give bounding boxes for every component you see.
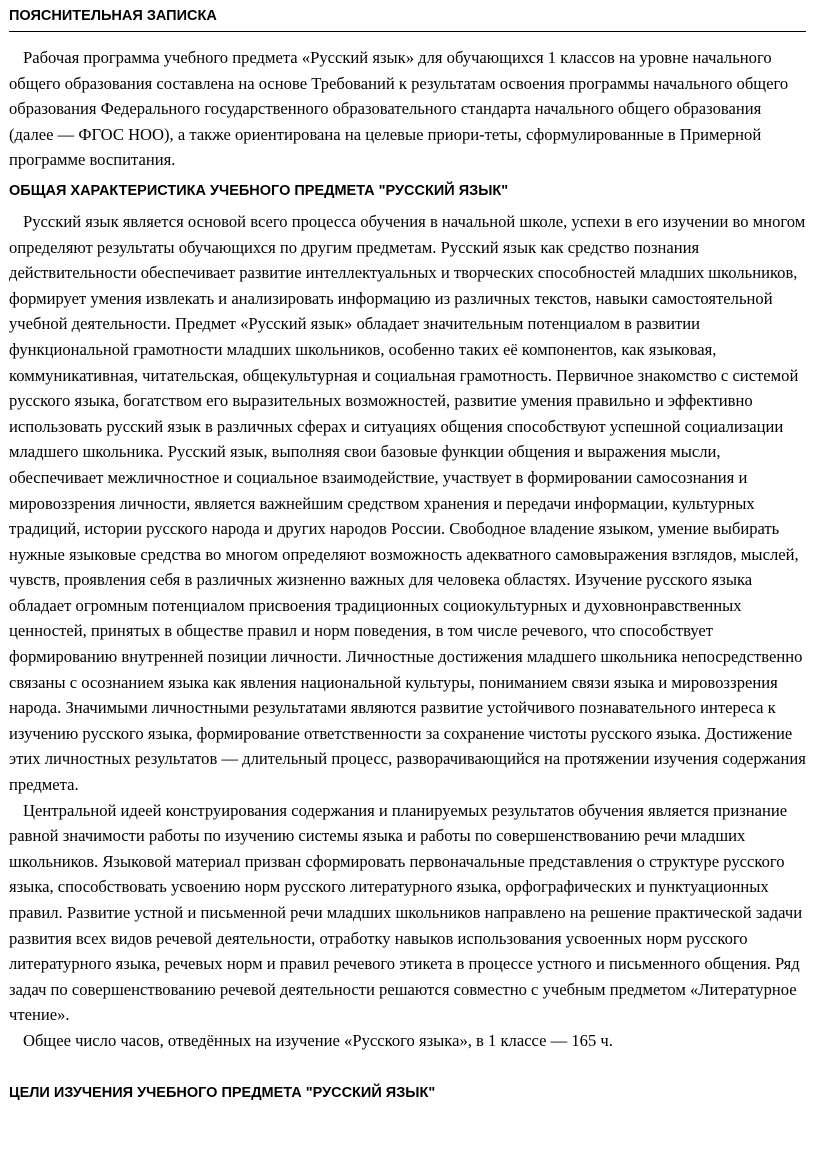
intro-paragraph: Рабочая программа учебного предмета «Русский язык» для обучающихся 1 классов на уровне начального общего образования составлена на основе Требований к результатам освоения программы начального общего образования Федерального государственного образовательного стандарта начального общего образования (далее — ФГОС НОО), а также ориентирована на целевые приори-теты, сформулированные в Примерной программе воспитания.	[9, 48, 789, 170]
page-title: ПОЯСНИТЕЛЬНАЯ ЗАПИСКА	[9, 6, 806, 32]
section-heading-general: ОБЩАЯ ХАРАКТЕРИСТИКА УЧЕБНОГО ПРЕДМЕТА "РУССКИЙ ЯЗЫК"	[9, 182, 509, 199]
paragraph-total-hours: Общее число часов, отведённых на изучение «Русского языка», в 1 классе — 165 ч.	[23, 1030, 613, 1050]
section-heading-goals: ЦЕЛИ ИЗУЧЕНИЯ УЧЕБНОГО ПРЕДМЕТА "РУССКИЙ ЯЗЫК"	[9, 1084, 436, 1101]
paragraph-general-characteristics: Русский язык является основой всего процесса обучения в начальной школе, успехи в его изучении во многом определяют результаты обучающихся по другим предметам. Русский язык как средство познания действительности обеспечивает развитие интеллектуальных и творческих способностей младших школьников, формирует умения извлекать и анализировать информацию из различных текстов, навыки самостоятельной учебной деятельности. Предмет «Русский язык» обладает значительным потенциалом в развитии функциональной грамотности младших школьников, особенно таких её компонентов, как языковая, коммуникативная, читательская, общекультурная и социальная грамотность. Первичное знакомство с системой русского языка, богатством его выразительных возможностей, развитие умения правильно и эффективно использовать русский язык в различных сферах и ситуациях общения способствуют успешной социализации младшего школьника. Русский язык, выполняя свои базовые функции общения и выражения мысли, обеспечивает межличностное и социальное взаимодействие, участвует в формировании самосознания и мировоззрения личности, является важнейшим средством хранения и передачи информации, культурных традиций, истории русского народа и других народов России. Свободное владение языком, умение выбирать нужные языковые средства во многом определяют возможность адекватного самовыражения взглядов, мыслей, чувств, проявления себя в различных жизненно важных для человека областях. Изучение русского языка обладает огромным потенциалом присвоения традиционных социокультурных и духовнонравственных ценностей, принятых в обществе правил и норм поведения, в том числе речевого, что способствует формированию внутренней позиции личности. Личностные достижения младшего школьника непосредственно связаны с осознанием языка как явления национальной культуры, пониманием связи языка и мировоззрения народа. Значимыми личностными результатами являются развитие устойчивого познавательного интереса к изучению русского языка, формирование ответственности за сохранение чистоты русского языка. Достижение этих личностных результатов — длительный процесс, разворачивающийся на протяжении изучения содержания предмета.	[9, 211, 806, 795]
paragraph-central-idea: Центральной идеей конструирования содержания и планируемых результатов обучения является признание равной значимости работы по изучению системы языка и работы по совершенствованию речи младших школьников. Языковой материал призван сформировать первоначальные представления о структуре русского языка, способствовать усвоению норм русского литературного языка, орфографических и пунктуационных правил. Развитие устной и письменной речи младших школьников направлено на решение практической задачи развития всех видов речевой деятельности, отработку навыков использования усвоенных норм русского литературного языка, речевых норм и правил речевого этикета в процессе устного и письменного общения. Ряд задач по совершенствованию речевой деятельности решаются совместно с учебным предметом «Литературное чтение».	[9, 800, 803, 1025]
